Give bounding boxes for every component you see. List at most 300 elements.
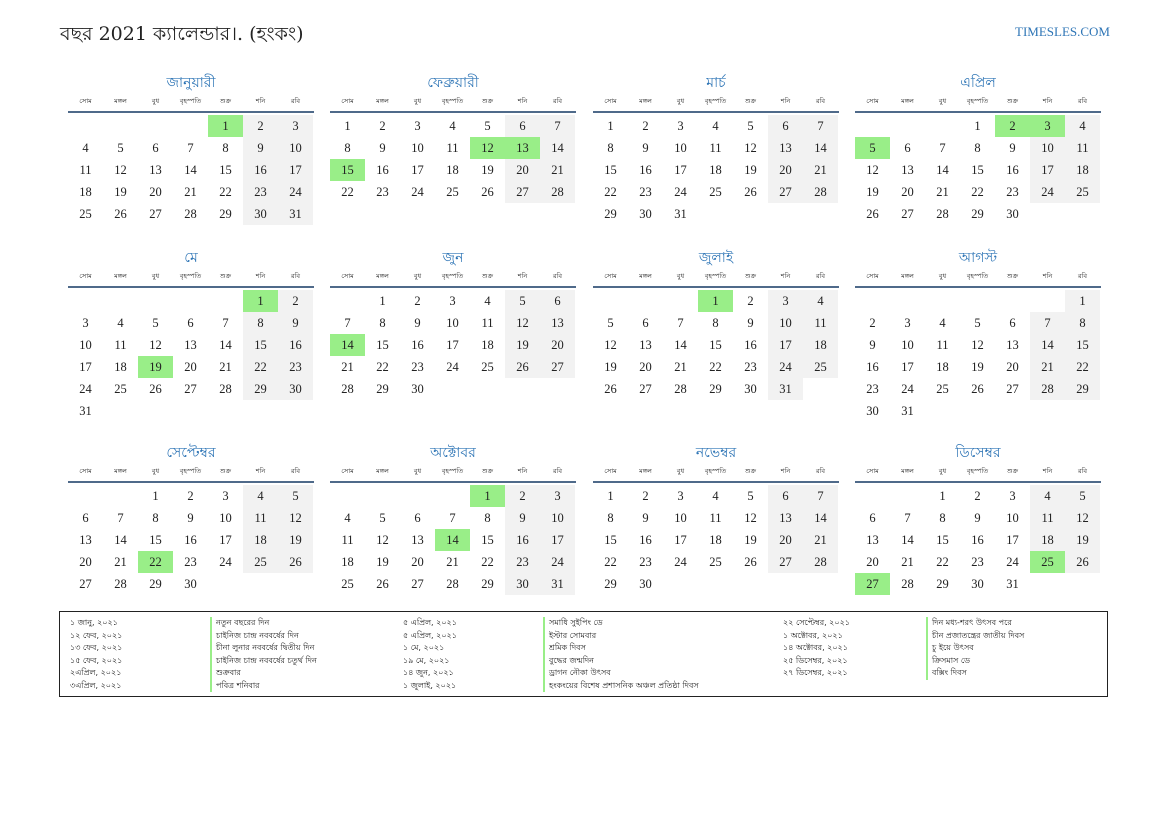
day-cell[interactable]: 29 — [936, 577, 949, 591]
day-cell[interactable]: 16 — [639, 163, 652, 177]
day-cell[interactable]: 7 — [803, 485, 838, 507]
day-cell[interactable]: 14 — [1030, 334, 1065, 356]
day-cell[interactable]: 17 — [411, 163, 424, 177]
day-cell[interactable]: 25 — [243, 551, 278, 573]
day-cell[interactable]: 26 — [278, 551, 313, 573]
day-cell[interactable]: 8 — [1065, 312, 1100, 334]
day-cell[interactable]: 28 — [219, 382, 232, 396]
day-cell[interactable]: 21 — [446, 555, 459, 569]
day-cell[interactable]: 10 — [768, 312, 803, 334]
day-cell[interactable]: 6 — [187, 316, 194, 330]
day-cell[interactable]: 8 — [379, 316, 386, 330]
day-cell[interactable]: 3 — [677, 119, 684, 133]
day-cell[interactable]: 25 — [709, 185, 722, 199]
day-cell[interactable]: 19 — [505, 334, 540, 356]
day-cell[interactable]: 7 — [540, 115, 575, 137]
day-cell[interactable]: 9 — [187, 511, 194, 525]
holiday-day-cell[interactable]: 14 — [330, 334, 365, 356]
day-cell[interactable]: 12 — [744, 141, 757, 155]
day-cell[interactable]: 6 — [642, 316, 649, 330]
day-cell[interactable]: 22 — [604, 555, 617, 569]
day-cell[interactable]: 21 — [114, 555, 127, 569]
day-cell[interactable]: 31 — [768, 378, 803, 400]
day-cell[interactable]: 29 — [1065, 378, 1100, 400]
day-cell[interactable]: 6 — [414, 511, 421, 525]
day-cell[interactable]: 14 — [901, 533, 914, 547]
day-cell[interactable]: 8 — [939, 511, 946, 525]
day-cell[interactable]: 6 — [1009, 316, 1016, 330]
day-cell[interactable]: 21 — [936, 185, 949, 199]
day-cell[interactable]: 27 — [540, 356, 575, 378]
day-cell[interactable]: 17 — [674, 163, 687, 177]
day-cell[interactable]: 22 — [376, 360, 389, 374]
day-cell[interactable]: 15 — [481, 533, 494, 547]
day-cell[interactable]: 27 — [1006, 382, 1019, 396]
holiday-day-cell[interactable]: 27 — [855, 573, 890, 595]
day-cell[interactable]: 13 — [639, 338, 652, 352]
day-cell[interactable]: 19 — [114, 185, 127, 199]
day-cell[interactable]: 21 — [219, 360, 232, 374]
day-cell[interactable]: 4 — [1030, 485, 1065, 507]
day-cell[interactable]: 20 — [411, 555, 424, 569]
day-cell[interactable]: 4 — [82, 141, 89, 155]
day-cell[interactable]: 13 — [901, 163, 914, 177]
day-cell[interactable]: 3 — [82, 316, 89, 330]
day-cell[interactable]: 13 — [866, 533, 879, 547]
day-cell[interactable]: 11 — [446, 141, 459, 155]
day-cell[interactable]: 6 — [82, 511, 89, 525]
day-cell[interactable]: 8 — [484, 511, 491, 525]
day-cell[interactable]: 9 — [278, 312, 313, 334]
day-cell[interactable]: 13 — [540, 312, 575, 334]
day-cell[interactable]: 24 — [1030, 181, 1065, 203]
day-cell[interactable]: 24 — [674, 185, 687, 199]
day-cell[interactable]: 3 — [414, 119, 421, 133]
day-cell[interactable]: 12 — [376, 533, 389, 547]
day-cell[interactable]: 11 — [79, 163, 92, 177]
day-cell[interactable]: 13 — [79, 533, 92, 547]
day-cell[interactable]: 9 — [747, 316, 754, 330]
day-cell[interactable]: 25 — [114, 382, 127, 396]
day-cell[interactable]: 3 — [278, 115, 313, 137]
day-cell[interactable]: 6 — [869, 511, 876, 525]
holiday-day-cell[interactable]: 3 — [1030, 115, 1065, 137]
day-cell[interactable]: 24 — [1006, 555, 1019, 569]
day-cell[interactable]: 9 — [974, 511, 981, 525]
day-cell[interactable]: 4 — [243, 485, 278, 507]
day-cell[interactable]: 4 — [484, 294, 491, 308]
day-cell[interactable]: 31 — [901, 404, 914, 418]
day-cell[interactable]: 7 — [187, 141, 194, 155]
day-cell[interactable]: 30 — [639, 577, 652, 591]
day-cell[interactable]: 5 — [1065, 485, 1100, 507]
day-cell[interactable]: 8 — [712, 316, 719, 330]
day-cell[interactable]: 29 — [243, 378, 278, 400]
day-cell[interactable]: 5 — [278, 485, 313, 507]
day-cell[interactable]: 7 — [803, 115, 838, 137]
day-cell[interactable]: 27 — [639, 382, 652, 396]
day-cell[interactable]: 25 — [1065, 181, 1100, 203]
holiday-day-cell[interactable]: 13 — [505, 137, 540, 159]
day-cell[interactable]: 25 — [803, 356, 838, 378]
day-cell[interactable]: 7 — [1030, 312, 1065, 334]
day-cell[interactable]: 18 — [1065, 159, 1100, 181]
day-cell[interactable]: 24 — [446, 360, 459, 374]
holiday-day-cell[interactable]: 12 — [470, 137, 505, 159]
day-cell[interactable]: 26 — [971, 382, 984, 396]
day-cell[interactable]: 19 — [278, 529, 313, 551]
day-cell[interactable]: 23 — [184, 555, 197, 569]
day-cell[interactable]: 18 — [114, 360, 127, 374]
day-cell[interactable]: 28 — [901, 577, 914, 591]
day-cell[interactable]: 19 — [376, 555, 389, 569]
day-cell[interactable]: 9 — [414, 316, 421, 330]
day-cell[interactable]: 17 — [1006, 533, 1019, 547]
day-cell[interactable]: 16 — [243, 159, 278, 181]
day-cell[interactable]: 22 — [971, 185, 984, 199]
day-cell[interactable]: 31 — [79, 404, 92, 418]
day-cell[interactable]: 2 — [869, 316, 876, 330]
day-cell[interactable]: 2 — [187, 489, 194, 503]
holiday-day-cell[interactable]: 1 — [208, 115, 243, 137]
day-cell[interactable]: 2 — [642, 119, 649, 133]
day-cell[interactable]: 20 — [866, 555, 879, 569]
day-cell[interactable]: 22 — [1065, 356, 1100, 378]
day-cell[interactable]: 25 — [481, 360, 494, 374]
day-cell[interactable]: 27 — [79, 577, 92, 591]
day-cell[interactable]: 16 — [1006, 163, 1019, 177]
day-cell[interactable]: 24 — [674, 555, 687, 569]
day-cell[interactable]: 20 — [639, 360, 652, 374]
day-cell[interactable]: 10 — [446, 316, 459, 330]
day-cell[interactable]: 19 — [604, 360, 617, 374]
day-cell[interactable]: 15 — [936, 533, 949, 547]
day-cell[interactable]: 6 — [768, 485, 803, 507]
day-cell[interactable]: 11 — [114, 338, 127, 352]
day-cell[interactable]: 7 — [939, 141, 946, 155]
day-cell[interactable]: 16 — [744, 338, 757, 352]
day-cell[interactable]: 1 — [379, 294, 386, 308]
day-cell[interactable]: 5 — [484, 119, 491, 133]
day-cell[interactable]: 1 — [607, 119, 614, 133]
day-cell[interactable]: 19 — [971, 360, 984, 374]
day-cell[interactable]: 21 — [341, 360, 354, 374]
day-cell[interactable]: 22 — [936, 555, 949, 569]
day-cell[interactable]: 28 — [936, 207, 949, 221]
holiday-day-cell[interactable]: 19 — [138, 356, 173, 378]
day-cell[interactable]: 27 — [411, 577, 424, 591]
day-cell[interactable]: 24 — [901, 382, 914, 396]
day-cell[interactable]: 13 — [1006, 338, 1019, 352]
day-cell[interactable]: 10 — [540, 507, 575, 529]
day-cell[interactable]: 5 — [379, 511, 386, 525]
day-cell[interactable]: 3 — [677, 489, 684, 503]
day-cell[interactable]: 17 — [674, 533, 687, 547]
day-cell[interactable]: 9 — [1009, 141, 1016, 155]
day-cell[interactable]: 18 — [481, 338, 494, 352]
day-cell[interactable]: 6 — [505, 115, 540, 137]
day-cell[interactable]: 1 — [607, 489, 614, 503]
day-cell[interactable]: 28 — [1030, 378, 1065, 400]
day-cell[interactable]: 14 — [184, 163, 197, 177]
day-cell[interactable]: 17 — [540, 529, 575, 551]
day-cell[interactable]: 11 — [936, 338, 949, 352]
day-cell[interactable]: 8 — [607, 141, 614, 155]
day-cell[interactable]: 16 — [411, 338, 424, 352]
day-cell[interactable]: 23 — [278, 356, 313, 378]
day-cell[interactable]: 28 — [184, 207, 197, 221]
day-cell[interactable]: 21 — [803, 529, 838, 551]
day-cell[interactable]: 29 — [971, 207, 984, 221]
day-cell[interactable]: 14 — [540, 137, 575, 159]
day-cell[interactable]: 30 — [744, 382, 757, 396]
day-cell[interactable]: 23 — [639, 555, 652, 569]
day-cell[interactable]: 18 — [79, 185, 92, 199]
day-cell[interactable]: 7 — [677, 316, 684, 330]
day-cell[interactable]: 20 — [505, 159, 540, 181]
day-cell[interactable]: 28 — [341, 382, 354, 396]
day-cell[interactable]: 14 — [803, 137, 838, 159]
day-cell[interactable]: 24 — [278, 181, 313, 203]
day-cell[interactable]: 18 — [243, 529, 278, 551]
day-cell[interactable]: 2 — [505, 485, 540, 507]
day-cell[interactable]: 10 — [1006, 511, 1019, 525]
day-cell[interactable]: 11 — [709, 141, 722, 155]
day-cell[interactable]: 30 — [639, 207, 652, 221]
day-cell[interactable]: 9 — [243, 137, 278, 159]
site-link[interactable]: TIMESLES.COM — [1015, 24, 1110, 39]
day-cell[interactable]: 22 — [481, 555, 494, 569]
day-cell[interactable]: 16 — [376, 163, 389, 177]
day-cell[interactable]: 14 — [936, 163, 949, 177]
day-cell[interactable]: 15 — [604, 163, 617, 177]
day-cell[interactable]: 12 — [971, 338, 984, 352]
day-cell[interactable]: 13 — [149, 163, 162, 177]
day-cell[interactable]: 31 — [1006, 577, 1019, 591]
day-cell[interactable]: 7 — [449, 511, 456, 525]
day-cell[interactable]: 15 — [604, 533, 617, 547]
day-cell[interactable]: 11 — [243, 507, 278, 529]
day-cell[interactable]: 3 — [904, 316, 911, 330]
day-cell[interactable]: 6 — [152, 141, 159, 155]
day-cell[interactable]: 7 — [904, 511, 911, 525]
day-cell[interactable]: 14 — [219, 338, 232, 352]
day-cell[interactable]: 22 — [219, 185, 232, 199]
day-cell[interactable]: 2 — [414, 294, 421, 308]
day-cell[interactable]: 24 — [768, 356, 803, 378]
day-cell[interactable]: 19 — [1065, 529, 1100, 551]
day-cell[interactable]: 20 — [1006, 360, 1019, 374]
day-cell[interactable]: 4 — [803, 290, 838, 312]
day-cell[interactable]: 17 — [768, 334, 803, 356]
day-cell[interactable]: 28 — [674, 382, 687, 396]
day-cell[interactable]: 8 — [344, 141, 351, 155]
day-cell[interactable]: 5 — [607, 316, 614, 330]
day-cell[interactable]: 8 — [974, 141, 981, 155]
day-cell[interactable]: 27 — [901, 207, 914, 221]
day-cell[interactable]: 5 — [152, 316, 159, 330]
day-cell[interactable]: 12 — [149, 338, 162, 352]
day-cell[interactable]: 4 — [344, 511, 351, 525]
day-cell[interactable]: 20 — [184, 360, 197, 374]
day-cell[interactable]: 16 — [866, 360, 879, 374]
day-cell[interactable]: 19 — [744, 163, 757, 177]
day-cell[interactable]: 10 — [411, 141, 424, 155]
day-cell[interactable]: 31 — [540, 573, 575, 595]
day-cell[interactable]: 26 — [744, 185, 757, 199]
day-cell[interactable]: 9 — [642, 141, 649, 155]
holiday-day-cell[interactable]: 2 — [995, 115, 1030, 137]
day-cell[interactable]: 30 — [1006, 207, 1019, 221]
day-cell[interactable]: 29 — [149, 577, 162, 591]
day-cell[interactable]: 17 — [278, 159, 313, 181]
day-cell[interactable]: 23 — [639, 185, 652, 199]
day-cell[interactable]: 23 — [411, 360, 424, 374]
day-cell[interactable]: 8 — [243, 312, 278, 334]
day-cell[interactable]: 30 — [243, 203, 278, 225]
day-cell[interactable]: 2 — [379, 119, 386, 133]
day-cell[interactable]: 16 — [639, 533, 652, 547]
day-cell[interactable]: 20 — [901, 185, 914, 199]
day-cell[interactable]: 17 — [901, 360, 914, 374]
day-cell[interactable]: 30 — [278, 378, 313, 400]
day-cell[interactable]: 21 — [540, 159, 575, 181]
day-cell[interactable]: 26 — [866, 207, 879, 221]
day-cell[interactable]: 26 — [1065, 551, 1100, 573]
day-cell[interactable]: 24 — [411, 185, 424, 199]
day-cell[interactable]: 18 — [1030, 529, 1065, 551]
day-cell[interactable]: 19 — [744, 533, 757, 547]
day-cell[interactable]: 17 — [219, 533, 232, 547]
day-cell[interactable]: 14 — [803, 507, 838, 529]
day-cell[interactable]: 15 — [709, 338, 722, 352]
day-cell[interactable]: 26 — [481, 185, 494, 199]
day-cell[interactable]: 10 — [674, 141, 687, 155]
day-cell[interactable]: 3 — [222, 489, 229, 503]
day-cell[interactable]: 13 — [411, 533, 424, 547]
day-cell[interactable]: 30 — [866, 404, 879, 418]
day-cell[interactable]: 27 — [768, 181, 803, 203]
day-cell[interactable]: 10 — [219, 511, 232, 525]
day-cell[interactable]: 15 — [219, 163, 232, 177]
day-cell[interactable]: 12 — [866, 163, 879, 177]
day-cell[interactable]: 10 — [79, 338, 92, 352]
day-cell[interactable]: 25 — [936, 382, 949, 396]
holiday-day-cell[interactable]: 5 — [855, 137, 890, 159]
day-cell[interactable]: 28 — [446, 577, 459, 591]
day-cell[interactable]: 3 — [449, 294, 456, 308]
day-cell[interactable]: 24 — [219, 555, 232, 569]
holiday-day-cell[interactable]: 14 — [435, 529, 470, 551]
day-cell[interactable]: 23 — [243, 181, 278, 203]
day-cell[interactable]: 20 — [79, 555, 92, 569]
holiday-day-cell[interactable]: 22 — [138, 551, 173, 573]
day-cell[interactable]: 2 — [243, 115, 278, 137]
day-cell[interactable]: 23 — [971, 555, 984, 569]
day-cell[interactable]: 9 — [505, 507, 540, 529]
day-cell[interactable]: 23 — [376, 185, 389, 199]
day-cell[interactable]: 18 — [709, 163, 722, 177]
holiday-day-cell[interactable]: 25 — [1030, 551, 1065, 573]
day-cell[interactable]: 17 — [79, 360, 92, 374]
day-cell[interactable]: 15 — [971, 163, 984, 177]
day-cell[interactable]: 28 — [803, 551, 838, 573]
day-cell[interactable]: 5 — [974, 316, 981, 330]
day-cell[interactable]: 22 — [709, 360, 722, 374]
day-cell[interactable]: 5 — [117, 141, 124, 155]
day-cell[interactable]: 17 — [446, 338, 459, 352]
day-cell[interactable]: 18 — [803, 334, 838, 356]
day-cell[interactable]: 21 — [1030, 356, 1065, 378]
day-cell[interactable]: 6 — [904, 141, 911, 155]
day-cell[interactable]: 4 — [449, 119, 456, 133]
day-cell[interactable]: 15 — [149, 533, 162, 547]
day-cell[interactable]: 28 — [540, 181, 575, 203]
day-cell[interactable]: 2 — [642, 489, 649, 503]
holiday-day-cell[interactable]: 1 — [243, 290, 278, 312]
day-cell[interactable]: 7 — [344, 316, 351, 330]
day-cell[interactable]: 25 — [79, 207, 92, 221]
day-cell[interactable]: 1 — [974, 119, 981, 133]
day-cell[interactable]: 11 — [803, 312, 838, 334]
day-cell[interactable]: 13 — [184, 338, 197, 352]
day-cell[interactable]: 16 — [278, 334, 313, 356]
day-cell[interactable]: 5 — [505, 290, 540, 312]
day-cell[interactable]: 8 — [607, 511, 614, 525]
day-cell[interactable]: 14 — [674, 338, 687, 352]
day-cell[interactable]: 11 — [709, 511, 722, 525]
day-cell[interactable]: 29 — [376, 382, 389, 396]
day-cell[interactable]: 12 — [278, 507, 313, 529]
day-cell[interactable]: 25 — [709, 555, 722, 569]
day-cell[interactable]: 21 — [901, 555, 914, 569]
day-cell[interactable]: 30 — [411, 382, 424, 396]
day-cell[interactable]: 18 — [341, 555, 354, 569]
day-cell[interactable]: 21 — [674, 360, 687, 374]
day-cell[interactable]: 15 — [243, 334, 278, 356]
day-cell[interactable]: 12 — [744, 511, 757, 525]
day-cell[interactable]: 1 — [1065, 290, 1100, 312]
day-cell[interactable]: 28 — [114, 577, 127, 591]
day-cell[interactable]: 1 — [152, 489, 159, 503]
day-cell[interactable]: 10 — [674, 511, 687, 525]
day-cell[interactable]: 17 — [1030, 159, 1065, 181]
day-cell[interactable]: 4 — [939, 316, 946, 330]
day-cell[interactable]: 12 — [505, 312, 540, 334]
day-cell[interactable]: 3 — [768, 290, 803, 312]
day-cell[interactable]: 27 — [149, 207, 162, 221]
day-cell[interactable]: 26 — [604, 382, 617, 396]
day-cell[interactable]: 27 — [768, 551, 803, 573]
holiday-day-cell[interactable]: 15 — [330, 159, 365, 181]
day-cell[interactable]: 6 — [768, 115, 803, 137]
day-cell[interactable]: 26 — [376, 577, 389, 591]
holiday-day-cell[interactable]: 1 — [470, 485, 505, 507]
day-cell[interactable]: 29 — [604, 577, 617, 591]
day-cell[interactable]: 11 — [341, 533, 354, 547]
day-cell[interactable]: 3 — [540, 485, 575, 507]
day-cell[interactable]: 24 — [79, 382, 92, 396]
day-cell[interactable]: 12 — [1065, 507, 1100, 529]
day-cell[interactable]: 2 — [747, 294, 754, 308]
day-cell[interactable]: 5 — [747, 489, 754, 503]
day-cell[interactable]: 10 — [901, 338, 914, 352]
day-cell[interactable]: 18 — [446, 163, 459, 177]
day-cell[interactable]: 11 — [1030, 507, 1065, 529]
day-cell[interactable]: 13 — [768, 137, 803, 159]
day-cell[interactable]: 19 — [481, 163, 494, 177]
day-cell[interactable]: 29 — [709, 382, 722, 396]
